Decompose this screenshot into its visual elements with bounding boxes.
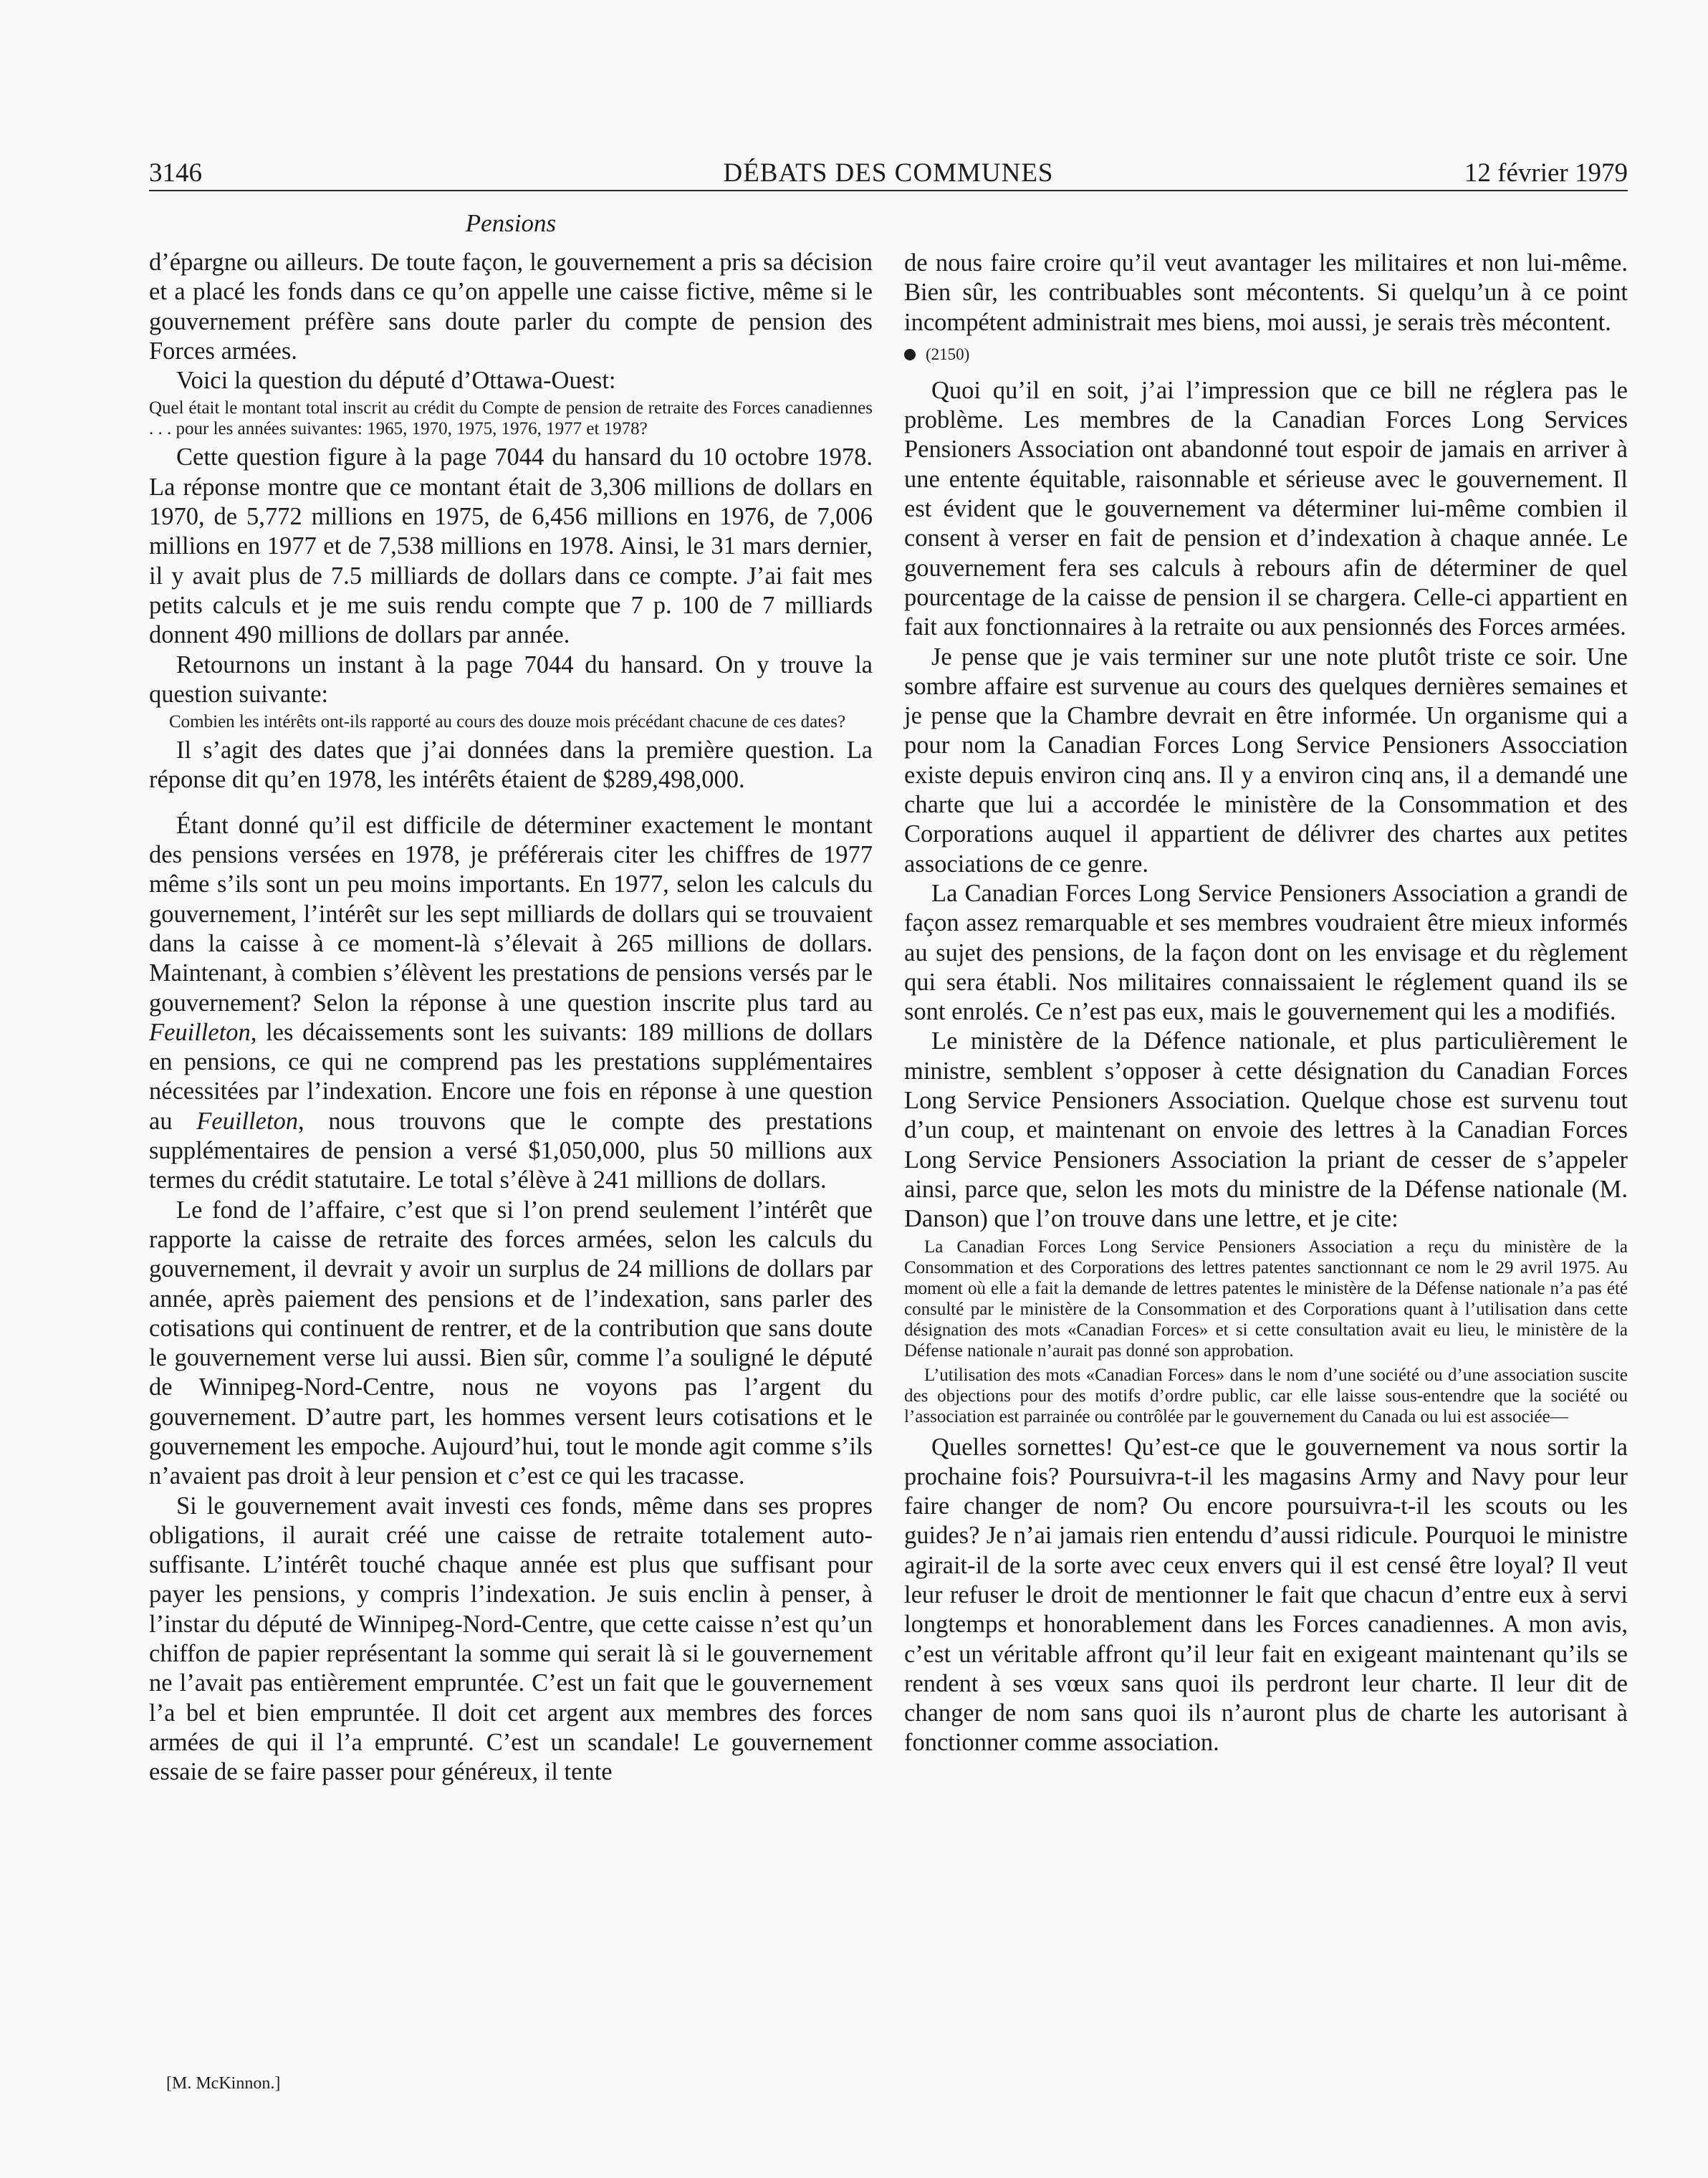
paragraph: d’épargne ou ailleurs. De toute façon, le gouvernement a pris sa décision et a placé les fonds dans ce qu’on appelle une caisse fictive, même si le gouvernement préfère sans doute parler du compte de pension des Forces armées. <box>149 249 873 365</box>
paragraph: Si le gouvernement avait investi ces fonds, même dans ses propres obligations, il aurait créé une caisse de retraite totalement auto-suffisante. L’intérêt touché chaque année est plus que suffisant pour payer les pensions, y compris l’indexation. Je suis enclin à penser, à l’instar du député de Winnipeg-Nord-Centre, que cette caisse n’est qu’un chiffon de papier représentant la somme qui serait là si le gouvernement ne l’avait pas entièrement empruntée. C’est un fait que le gouvernement l’a bel et bien empruntée. Il doit cet argent aux membres des forces armées de qui il l’a emprunté. C’est un scandale! Le gouvernement essaie de se faire passer pour généreux, il tente <box>149 1492 873 1786</box>
paragraph: Retournons un instant à la page 7044 du hansard. On y trouve la question suivante: <box>149 651 873 708</box>
paragraph: Quoi qu’il en soit, j’ai l’impression que ce bill ne réglera pas le problème. Les membres de la Canadian Forces Long Services Pensioners Association ont abandonné tout espoir de jamais en arriver à une entente équitable, raisonnable et sérieuse avec le gouvernement. Il est évident que le gouvernement va déterminer lui-même combien il consent à verser en fait de pension et d’indexation à chaque année. Le gouvernement fera ses calculs à rebours afin de déterminer de quel pourcentage de la caisse de pension il se chargera. Celle-ci appartient en fait aux fonctionnaires à la retraite ou aux pensionnés des Forces armées. <box>904 376 1628 641</box>
block-quote: Combien les intérêts ont-ils rapporté au cours des douze mois précédant chacune de ces dates? <box>169 712 846 732</box>
page-number: 3146 <box>149 158 202 188</box>
publication-date: 12 février 1979 <box>1464 158 1628 188</box>
left-column <box>149 248 873 1788</box>
italic-term: Feuilleton <box>196 1107 299 1135</box>
publication-title: DÉBATS DES COMMUNES <box>723 158 1054 188</box>
block-quote: Quel était le montant total inscrit au crédit du Compte de pension de retraite des Forces canadiennes . . . pour les années suivantes: 1965, 1970, 1975, 1976, 1977 et 1978? <box>149 398 873 439</box>
paragraph: Il s’agit des dates que j’ai données dans la première question. La réponse dit qu’en 1978, les intérêts étaient de $289,498,000. <box>149 737 873 794</box>
paragraph: Cette question figure à la page 7044 du hansard du 10 octobre 1978. La réponse montre que ce montant était de 3,306 millions de dollars en 1970, de 5,772 millions en 1975, de 6,456 millions en 1976, de 7,006 millions en 1977 et de 7,538 millions en 1978. Ainsi, le 31 mars dernier, il y avait plus de 7.5 milliards de dollars dans ce compte. J’ai fait mes petits calculs et je me suis rendu compte que 7 p. 100 de 7 milliards donnent 490 millions de dollars par année. <box>149 443 873 649</box>
paragraph: Je pense que je vais terminer sur une note plutôt triste ce soir. Une sombre affaire est survenue au cours des quelques dernières semaines et je pense que la Chambre devrait en être informée. Un organisme qui a pour nom la Canadian Forces Long Service Pensioners Assocciation existe depuis environ cinq ans. Il y a environ cinq ans, il a demandé une charte que lui a accordée le ministère de la Consommation et des Corporations auquel il appartient de délivrer des chartes aux petites associations de ce genre. <box>904 643 1628 878</box>
paragraph: Voici la question du député d’Ottawa-Ouest: <box>176 367 616 395</box>
right-column <box>904 249 1628 1758</box>
speaker-attribution: [M. McKinnon.] <box>166 2074 281 2093</box>
paragraph: Le fond de l’affaire, c’est que si l’on prend seulement l’intérêt que rapporte la caisse de retraite des forces armées, selon les calculs du gouvernement, il devrait y avoir un surplus de 24 millions de dollars par année, après paiement des pensions et de l’indexation, sans parler des cotisations qui continuent de rentrer, et de la contribution que sans doute le gouvernement verse lui aussi. Bien sûr, comme l’a souligné le député de Winnipeg-Nord-Centre, nous ne voyons pas l’argent du gouvernement. D’autre part, les hommes versent leurs cotisations et le gouvernement les empoche. Aujourd’hui, tout le monde agit comme s’ils n’avaient pas droit à leur pension et c’est ce qui les tracasse. <box>149 1196 873 1490</box>
section-rubric: Pensions <box>465 209 557 237</box>
page-header <box>149 156 1628 191</box>
time-marker: (2150) <box>904 340 1628 369</box>
header-rule <box>149 190 1628 191</box>
paragraph: Quelles sornettes! Qu’est-ce que le gouvernement va nous sortir la prochaine fois? Poursuivra-t-il les magasins Army and Navy pour leur faire changer de nom? Ou encore poursuivra-t-il les scouts ou les guides? Je n’ai jamais rien entendu d’aussi ridicule. Pourquoi le ministre agirait-il de la sorte avec ceux envers qui il est censé être loyal? Il veut leur refuser le droit de mentionner le fait que chacun d’entre eux à servi longtemps et honorablement dans les Forces canadiennes. A mon avis, c’est un véritable affront qu’il leur fait en exigeant maintenant qu’ils se rendent à ses vœux sans quoi ils perdront leur charte. Il leur dit de changer de nom sans quoi ils n’auront plus de charte les autorisant à fonctionner comme association. <box>904 1433 1628 1757</box>
block-quote: L’utilisation des mots «Canadian Forces» dans le nom d’une société ou d’une association suscite des objections pour des motifs d’ordre public, car elle laisse sous-entendre que la société ou l’association est parrainée ou contrôlée par le gouvernement du Canada ou lui est associée— <box>904 1365 1628 1426</box>
italic-term: Feuilleton <box>149 1018 251 1046</box>
paragraph: Le ministère de la Défence nationale, et plus particulièrement le ministre, semblent s’opposer à cette désignation du Canadian Forces Long Service Pensioners Association. Quelque chose est survenu tout d’un coup, et maintenant on envoie des lettres à la Canadian Forces Long Service Pensioners Association la priant de cesser de s’appeler ainsi, parce que, selon les mots du ministre de la Défense nationale (M. Danson) que l’on trouve dans une lettre, et je cite: <box>904 1027 1628 1233</box>
paragraph: de nous faire croire qu’il veut avantager les militaires et non lui-même. Bien sûr, les contribuables sont mécontents. Si quelqu’un à ce point incompétent administrait mes biens, moi aussi, je serais très mécontent. <box>904 249 1628 336</box>
block-quote: La Canadian Forces Long Service Pensioners Association a reçu du ministère de la Consommation et des Corporations des lettres patentes sanctionnant ce nom le 29 avril 1975. Au moment où elle a fait la demande de lettres patentes le ministère de la Défense nationale n’a pas été consulté par le ministère de la Consommation et des Corporations quant à l’utilisation dans cette désignation des mots «Canadian Forces» et si cette consultation avait eu lieu, le ministère de la Défense nationale n’aurait pas donné son approbation. <box>904 1237 1628 1361</box>
bullet-icon <box>904 349 916 360</box>
paragraph: Étant donné qu’il est difficile de déterminer exactement le montant des pensions versées en 1978, je préférerais citer les chiffres de 1977 même s’ils sont un peu moins importants. En 1977, selon les calculs du gouvernement, l’intérêt sur les sept milliards de dollars qui se trouvaient dans la caisse à ce moment-là s’élevait à 265 millions de dollars. Maintenant, à combien s’élèvent les prestations de pensions versés par le gouvernement? Selon la réponse à une question inscrite plus tard au Feuilleton, les décaissements sont les suivants: 189 millions de dollars en pensions, ce qui ne comprend pas les prestations supplémentaires nécessitées par l’indexation. Encore une fois en réponse à une question au Feuilleton, nous trouvons que le compte des prestations supplémentaires de pension a versé $1,050,000, plus 50 millions aux termes du crédit statutaire. Le total s’élève à 241 millions de dollars. <box>149 811 873 1194</box>
paragraph: La Canadian Forces Long Service Pensioners Association a grandi de façon assez remarquable et ses membres voudraient être mieux informés au sujet des pensions, de la façon dont on les envisage et du règlement qui sera établi. Nos militaires connaissaient le réglement quand ils se sont enrolés. Ce n’est pas eux, mais le gouvernement qui les a modifiés. <box>904 879 1628 1026</box>
